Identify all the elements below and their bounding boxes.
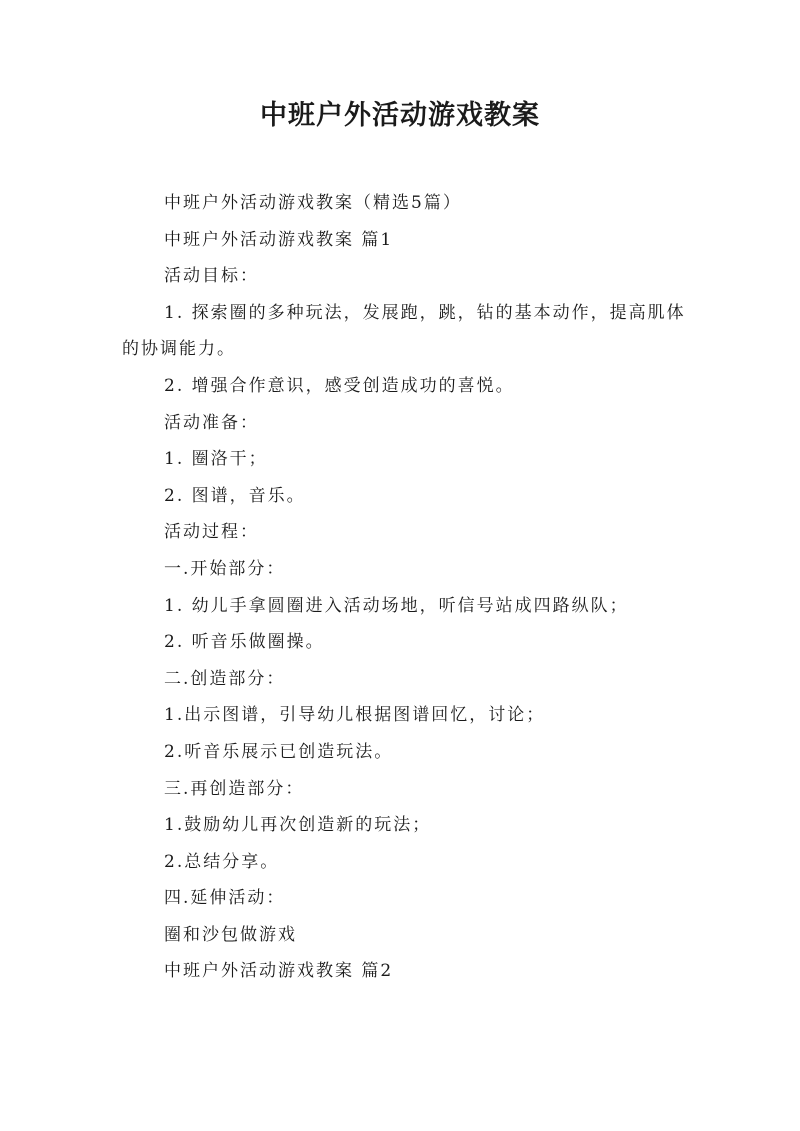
paragraph-heading-intro: 中班户外活动游戏教案（精选5篇）: [164, 193, 462, 213]
paragraph-objectives-label: 活动目标：: [164, 266, 259, 287]
paragraph-part-2-step-2: 2.听音乐展示已创造玩法。: [164, 741, 394, 762]
paragraph-extension-activity: 圈和沙包做游戏: [164, 924, 297, 945]
paragraph-part-3-step-2: 2.总结分享。: [164, 851, 280, 872]
document-title: 中班户外活动游戏教案: [260, 100, 540, 131]
paragraph-part-1-step-1: 1. 幼儿手拿圆圈进入活动场地，听信号站成四路纵队；: [164, 595, 629, 616]
paragraph-preparation-label: 活动准备：: [164, 412, 259, 433]
paragraph-preparation-2: 2. 图谱，音乐。: [164, 485, 306, 506]
paragraph-section-1-heading: 中班户外活动游戏教案 篇1: [164, 229, 394, 250]
paragraph-part-3-step-1: 1.鼓励幼儿再次创造新的玩法；: [164, 815, 432, 836]
paragraph-part-3-heading: 三.再创造部分：: [164, 778, 305, 799]
paragraph-part-1-step-2: 2. 听音乐做圈操。: [164, 632, 325, 653]
paragraph-part-4-heading: 四.延伸活动：: [164, 888, 286, 909]
paragraph-part-1-heading: 一.开始部分：: [164, 558, 286, 579]
paragraph-objective-2: 2. 增强合作意识，感受创造成功的喜悦。: [164, 375, 515, 396]
paragraph-part-2-step-1: 1.出示图谱，引导幼儿根据图谱回忆，讨论；: [164, 705, 546, 726]
paragraph-process-label: 活动过程：: [164, 522, 259, 543]
document-body: [122, 185, 697, 990]
paragraph-section-2-heading: 中班户外活动游戏教案 篇2: [164, 961, 394, 982]
paragraph-part-2-heading: 二.创造部分：: [164, 668, 286, 689]
paragraph-preparation-1: 1. 圈洛干；: [164, 449, 268, 470]
paragraph-objective-1: 1. 探索圈的多种玩法，发展跑，跳，钻的基本动作，提高肌体的协调能力。: [122, 302, 686, 360]
